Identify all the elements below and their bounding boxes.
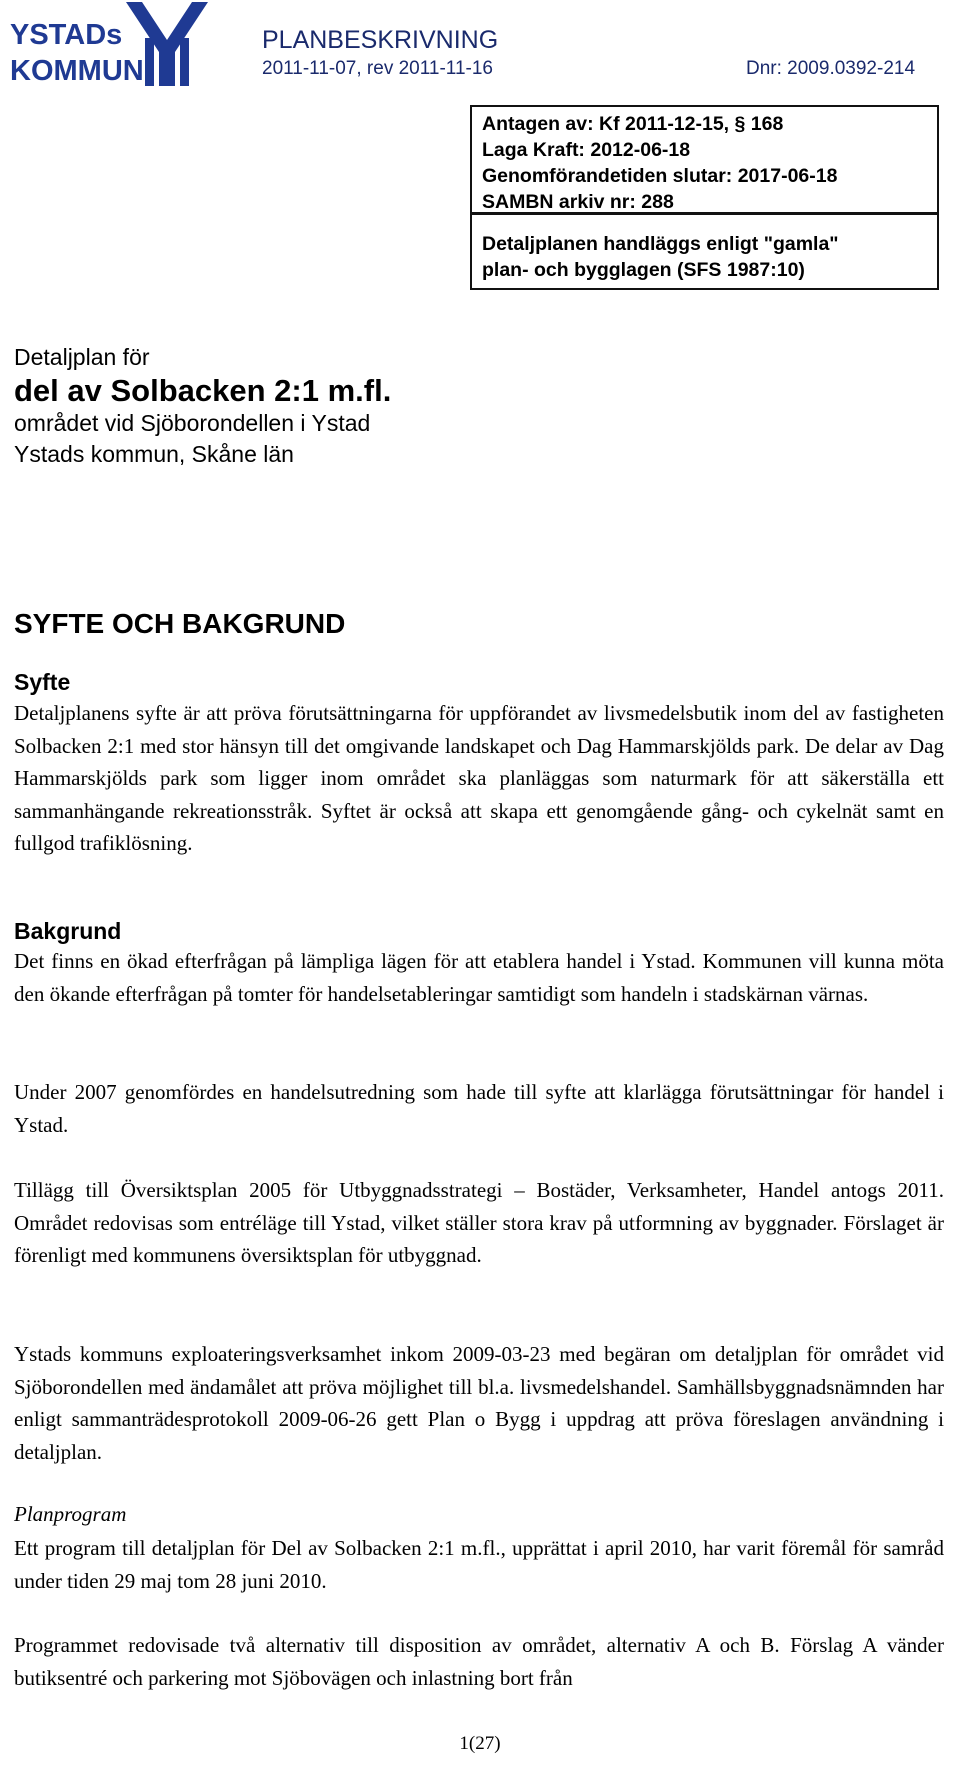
plan-name: del av Solbacken 2:1 m.fl. [14,373,392,408]
background-paragraph-2: Under 2007 genomfördes en handelsutredning som hade till syfte att klarlägga förutsättningar för handel i Ystad. [14,1080,944,1137]
law-line-1: Detaljplanen handläggs enligt "gamla" [482,233,839,255]
page-number: 1(27) [459,1733,501,1754]
purpose-paragraph: Detaljplanens syfte är att pröva förutsättningarna för uppförandet av livsmedelsbutik inom del av fastigheten Solbacken 2:1 med stor hänsyn till det omgivande landskapet och Dag Hammarskjölds park. De delar av Dag Hammarskjölds park som ligger inom området ska planläggas som naturmark för att säkerställa ett sammanhängande rekreationsstråk. Syftet är också att skapa ett genomgående gång- och cykelnät samt en fullgod trafiklösning. [14,701,944,855]
background-heading: Bakgrund [14,918,122,944]
program-heading: Planprogram [14,1502,127,1526]
background-paragraph-3: Tillägg till Översiktsplan 2005 för Utbyggnadsstrategi – Bostäder, Verksamheter, Handel antogs 2011. Området redovisas som entréläge till Ystad, vilket ställer stora krav på utformning av byggnader. Förslaget är förenligt med kommunens översiktsplan för utbyggnad. [14,1178,944,1267]
background-paragraph-4: Ystads kommuns exploateringsverksamhet inkom 2009-03-23 med begäran om detaljplan för området vid Sjöborondellen med ändamålet att pröva möjlighet till bl.a. livsmedelshandel. Samhällsbyggnadsnämnden har enligt sammanträdesprotokoll 2009-06-26 gett Plan o Bygg i uppdrag att pröva föreslagen användning i detaljplan. [14,1342,944,1464]
program-paragraph-2: Programmet redovisade två alternativ till disposition av området, alternativ A och B. Förslag A vänder butiksentré och parkering mot Sjöbovägen och inlastning bort från [14,1633,944,1690]
program-paragraph-1: Ett program till detaljplan för Del av Solbacken 2:1 m.fl., upprättat i april 2010, har varit föremål för samråd under tiden 29 maj tom 28 juni 2010. [14,1536,944,1593]
law-info-box [470,213,939,290]
logo-text-ystads: YSTADs [10,19,123,51]
law-line-2: plan- och bygglagen (SFS 1987:10) [482,259,805,281]
plan-area: området vid Sjöborondellen i Ystad [14,410,371,436]
adoption-info-box [470,105,939,214]
legal-force-line: Laga Kraft: 2012-06-18 [482,139,691,161]
section-heading: SYFTE OCH BAKGRUND [14,608,346,639]
implementation-end-line: Genomförandetiden slutar: 2017-06-18 [482,165,838,187]
adoption-line: Antagen av: Kf 2011-12-15, § 168 [482,113,784,135]
logo-text-kommun: KOMMUN [10,55,144,87]
document-dates: 2011-11-07, rev 2011-11-16 [262,58,493,79]
plan-label: Detaljplan för [14,344,150,370]
document-dnr: Dnr: 2009.0392-214 [746,58,916,79]
document-type: PLANBESKRIVNING [262,26,499,54]
purpose-heading: Syfte [14,669,71,695]
archive-number-line: SAMBN arkiv nr: 288 [482,191,674,213]
background-paragraph-1: Det finns en ökad efterfrågan på lämpliga lägen för att etablera handel i Ystad. Kommunen vill kunna möta den ökande efterfrågan på tomter för handelsetableringar samtidigt som handeln i stadskärnan värnas. [14,949,944,1006]
ystad-kommun-logo [8,0,218,92]
plan-municipality: Ystads kommun, Skåne län [14,441,294,467]
